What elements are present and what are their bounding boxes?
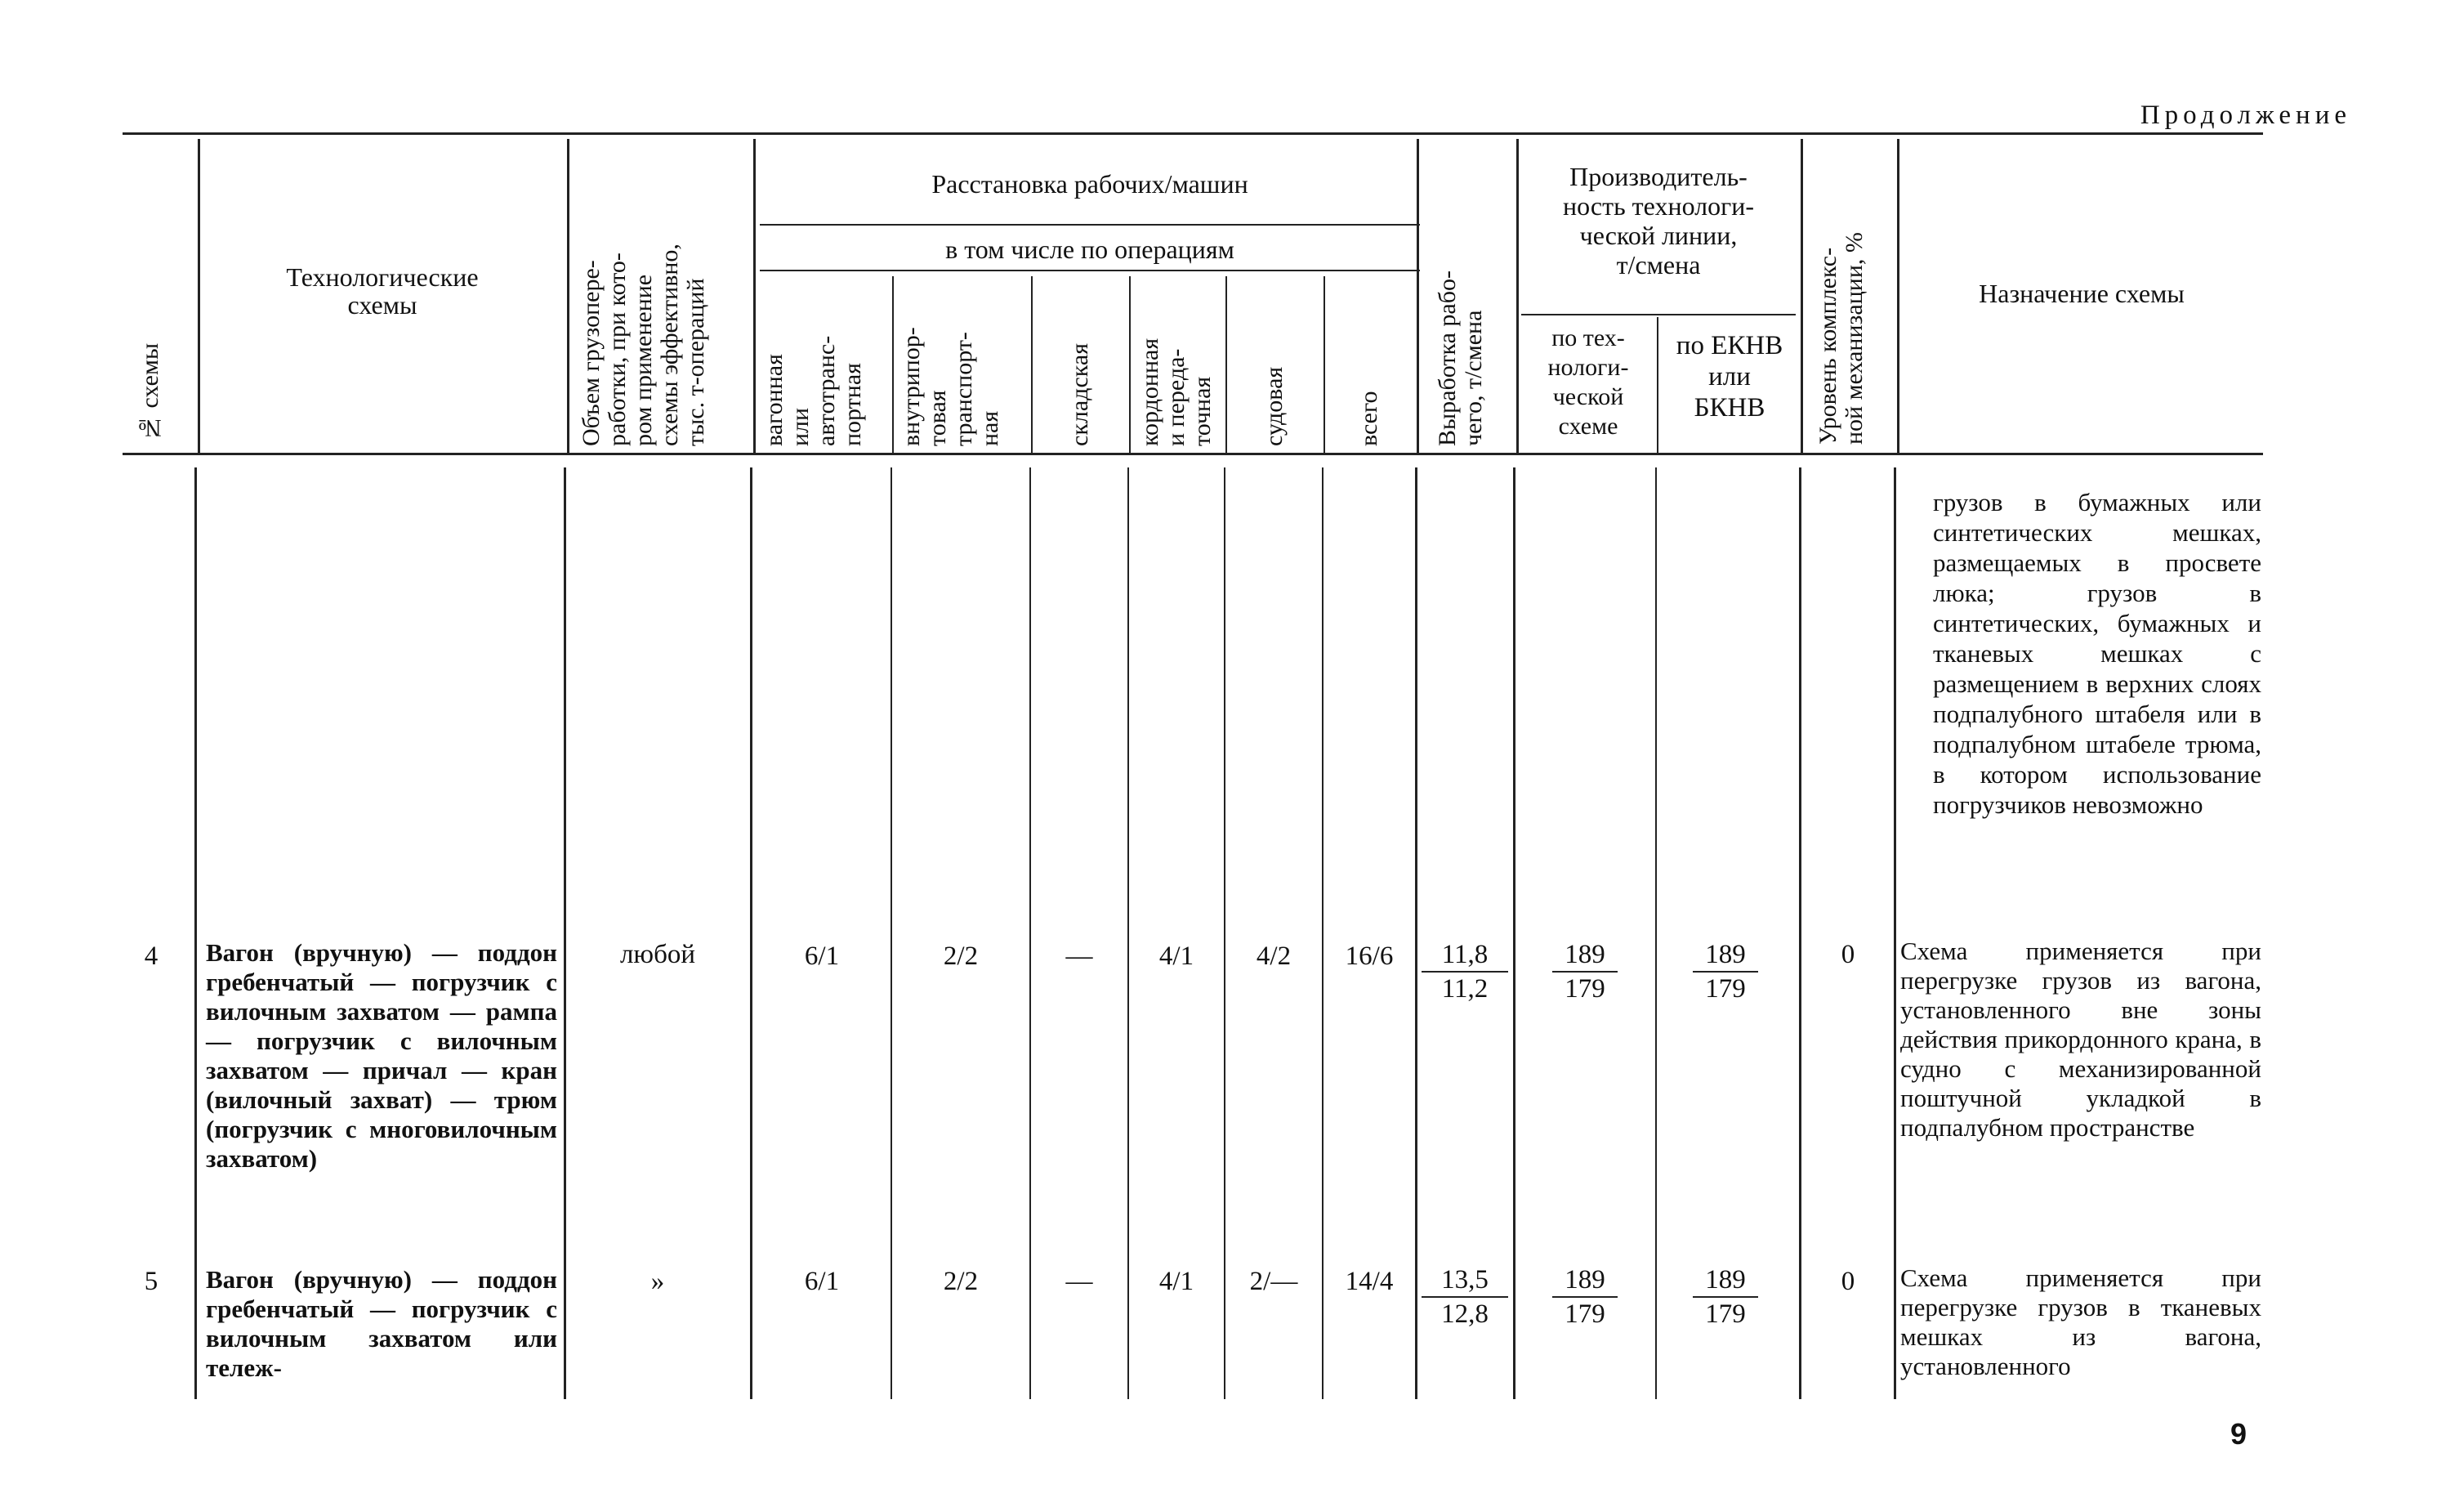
column-header-op-cordon: кордонная и переда- точная bbox=[1136, 338, 1216, 446]
row4-internal: 2/2 bbox=[943, 941, 979, 971]
row4-prod-scheme-bottom: 179 bbox=[1552, 971, 1618, 1005]
body-divider bbox=[1415, 467, 1417, 1399]
column-header-including: в том числе по операциям bbox=[945, 235, 1234, 264]
row5-purpose: Схема применяется при перегрузке грузов в тканевых мешках из вагона, установленного bbox=[1900, 1263, 2261, 1380]
row4-total: 16/6 bbox=[1345, 941, 1394, 971]
header-bottom-rule bbox=[123, 453, 2263, 455]
header-divider bbox=[1801, 139, 1803, 453]
continued-purpose-text: грузов в бумажных или синтетических мешках, размещаемых в просвете люка; грузов в синтетических, бумажных и тканевых мешках с размещением в верхних слоях подпалубного штабеля или в подпалубном штабеле трюма, в котором использование погрузчиков невозможно bbox=[1933, 488, 2261, 819]
header-divider bbox=[1031, 276, 1033, 453]
row4-purpose: Схема применяется при перегрузке грузов из вагона, установленного вне зоны действия прикордонного крана, в судно с механизированной поштучной укладкой в подпалубном пространстве bbox=[1900, 937, 2261, 1142]
body-divider bbox=[194, 467, 197, 1399]
row4-volume: любой bbox=[619, 940, 696, 969]
column-header-prod-scheme: по тех- нологи- ческой схеме bbox=[1547, 324, 1629, 440]
body-divider bbox=[1513, 467, 1515, 1399]
row5-prod-eknv-top: 189 bbox=[1705, 1265, 1746, 1295]
row5-prod-eknv bbox=[1693, 1263, 1758, 1330]
row5-internal: 2/2 bbox=[943, 1267, 979, 1296]
row4-wagon: 6/1 bbox=[804, 941, 840, 971]
row5-total: 14/4 bbox=[1345, 1267, 1394, 1296]
row4-mechanization: 0 bbox=[1841, 940, 1855, 969]
continuation-label: Продолжение bbox=[2140, 101, 2351, 130]
body-divider bbox=[1127, 467, 1129, 1399]
body-divider bbox=[1894, 467, 1896, 1399]
column-header-prod-eknv: по ЕКНВ или БКНВ bbox=[1676, 331, 1783, 423]
column-header-placement: Расстановка рабочих/машин bbox=[931, 169, 1248, 199]
productivity-sub-rule bbox=[1521, 314, 1796, 315]
column-header-output: Выработка рабо- чего, т/смена bbox=[1434, 271, 1487, 446]
row4-output-top: 11,8 bbox=[1441, 940, 1489, 969]
row4-number: 4 bbox=[144, 941, 158, 971]
header-divider bbox=[1129, 276, 1131, 453]
body-divider bbox=[1322, 467, 1324, 1399]
column-header-productivity: Производитель- ность технологи- ческой линии, т/смена bbox=[1562, 162, 1755, 279]
header-divider bbox=[1225, 276, 1227, 453]
header-divider bbox=[1516, 139, 1519, 453]
row5-prod-eknv-bottom: 179 bbox=[1693, 1296, 1758, 1330]
row5-output bbox=[1422, 1263, 1508, 1330]
row4-ship: 4/2 bbox=[1256, 941, 1292, 971]
row4-prod-eknv bbox=[1693, 938, 1758, 1005]
row4-output bbox=[1422, 938, 1508, 1005]
body-divider bbox=[1224, 467, 1225, 1399]
row5-output-top: 13,5 bbox=[1441, 1265, 1489, 1295]
body-divider bbox=[750, 467, 752, 1399]
row4-prod-scheme bbox=[1552, 938, 1618, 1005]
row4-output-bottom: 11,2 bbox=[1422, 971, 1508, 1005]
row5-prod-scheme-bottom: 179 bbox=[1552, 1296, 1618, 1330]
header-divider bbox=[753, 139, 756, 453]
row5-number: 5 bbox=[144, 1267, 158, 1296]
row5-warehouse: — bbox=[1065, 1267, 1093, 1296]
header-divider bbox=[1324, 276, 1325, 453]
column-header-volume: Объем грузопере- работки, при кото- ром применение схемы эффективно, тыс. т-операций bbox=[578, 244, 709, 446]
header-divider bbox=[1657, 317, 1658, 453]
body-divider bbox=[1799, 467, 1801, 1399]
row5-prod-scheme bbox=[1552, 1263, 1618, 1330]
row4-prod-scheme-top: 189 bbox=[1565, 940, 1605, 969]
row5-mechanization: 0 bbox=[1841, 1267, 1855, 1296]
row4-cordon: 4/1 bbox=[1158, 941, 1194, 971]
column-header-op-ship: судовая bbox=[1261, 366, 1288, 446]
table-top-rule bbox=[123, 132, 2263, 135]
header-divider bbox=[892, 276, 894, 453]
row4-prod-eknv-bottom: 179 bbox=[1693, 971, 1758, 1005]
header-divider bbox=[1897, 139, 1899, 453]
row5-cordon: 4/1 bbox=[1158, 1267, 1194, 1296]
body-divider bbox=[891, 467, 892, 1399]
page-number: 9 bbox=[2230, 1417, 2248, 1451]
column-header-mechanization: Уровень комплекс- ной механизации, % bbox=[1815, 232, 1868, 445]
row4-prod-eknv-top: 189 bbox=[1705, 940, 1746, 969]
body-divider bbox=[1655, 467, 1657, 1399]
column-header-op-wagon: вагонная или автотранс- портная bbox=[761, 335, 866, 446]
body-divider bbox=[1029, 467, 1031, 1399]
row5-scheme: Вагон (вручную) — поддон гребенчатый — погрузчик с вилочным захватом или тележ- bbox=[206, 1265, 557, 1382]
row5-volume: » bbox=[650, 1267, 665, 1296]
row5-prod-scheme-top: 189 bbox=[1565, 1265, 1605, 1295]
row4-warehouse: — bbox=[1065, 941, 1093, 971]
column-header-number: № схемы bbox=[136, 342, 163, 441]
column-header-purpose: Назначение схемы bbox=[1979, 279, 2185, 308]
row4-scheme: Вагон (вручную) — поддон гребенчатый — погрузчик с вилочным захватом — рампа — погрузчик с вилочным захватом — причал — кран (вилочный захват) — трюм (погрузчик с многовилочным захватом) bbox=[206, 938, 557, 1173]
header-divider bbox=[198, 139, 200, 453]
column-header-op-warehouse: складская bbox=[1066, 343, 1093, 446]
header-divider bbox=[567, 139, 569, 453]
column-header-op-internal: внутрипор- товая транспорт- ная bbox=[898, 327, 1003, 446]
row5-ship: 2/— bbox=[1249, 1267, 1298, 1296]
row5-wagon: 6/1 bbox=[804, 1267, 840, 1296]
column-header-schemes: Технологические схемы bbox=[286, 262, 479, 320]
placement-sub-rule bbox=[760, 224, 1420, 226]
row5-output-bottom: 12,8 bbox=[1422, 1296, 1508, 1330]
operations-sub-rule bbox=[760, 270, 1420, 271]
body-divider bbox=[564, 467, 566, 1399]
column-header-op-total: всего bbox=[1355, 391, 1382, 446]
